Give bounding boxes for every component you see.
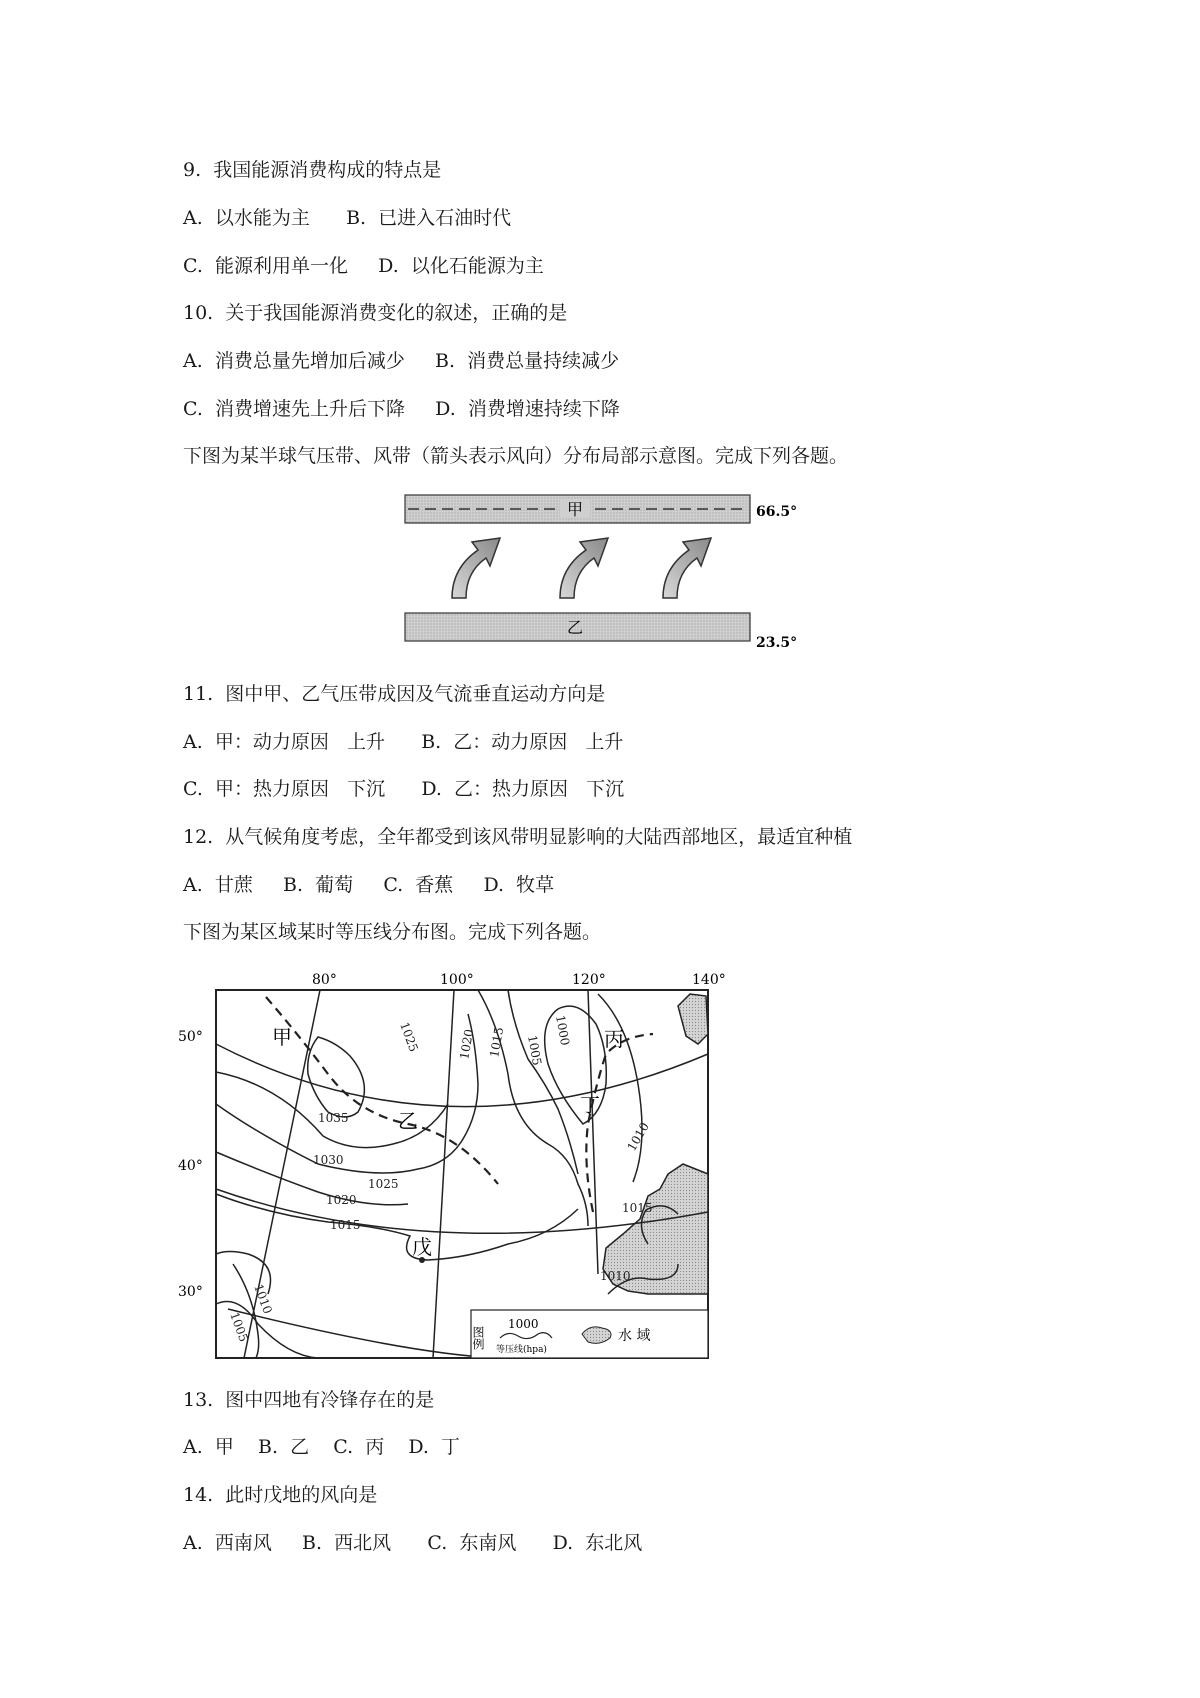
isobar-label: 1010 [624, 1120, 652, 1154]
q12-options: A. 甘蔗 B. 葡萄 C. 香蕉 D. 牧草 [183, 874, 555, 896]
q14-stem: 14. 此时戊地的风向是 [183, 1484, 378, 1506]
isobar-label: 1000 [553, 1014, 573, 1047]
figure2-intro: 下图为某区域某时等压线分布图。完成下列各题。 [183, 921, 602, 943]
q9-stem: 9. 我国能源消费构成的特点是 [183, 159, 442, 181]
isobar-label: 1010 [251, 1282, 275, 1316]
isobar-label: 1015 [622, 1201, 653, 1215]
isobar-label: 1020 [326, 1193, 357, 1207]
q10-stem: 10. 关于我国能源消费变化的叙述，正确的是 [183, 302, 568, 324]
isobar-label: 1005 [525, 1034, 545, 1067]
isobar-label: 1025 [368, 1177, 399, 1191]
legend-value: 1000 [508, 1317, 539, 1331]
lat-23-5: 23.5° [756, 635, 798, 651]
wind-arrow-icon [452, 538, 500, 598]
wind-arrow-icon [560, 538, 608, 598]
legend-water: 水 域 [618, 1328, 651, 1344]
lon-label: 80° [312, 972, 337, 988]
lat-label: 50° [178, 1029, 203, 1045]
isobar-label: 1030 [313, 1153, 344, 1167]
isobar-label: 1015 [330, 1218, 361, 1232]
band-yi-label: 乙 [566, 618, 584, 637]
isobar-label: 1025 [397, 1020, 421, 1054]
q13-stem: 13. 图中四地有冷锋存在的是 [183, 1389, 435, 1411]
map-legend [471, 1310, 708, 1358]
place-bing: 丙 [604, 1027, 624, 1051]
lon-label: 140° [692, 972, 726, 988]
q9-options-ab: A. 以水能为主 B. 已进入石油时代 [183, 207, 512, 229]
lat-label: 40° [178, 1158, 203, 1174]
q10-options-ab: A. 消费总量先增加后减少 B. 消费总量持续减少 [183, 350, 620, 372]
isobar-label: 1035 [318, 1111, 349, 1125]
lat-66-5: 66.5° [756, 504, 798, 520]
isobar-label: 1010 [600, 1269, 631, 1283]
lon-label: 120° [572, 972, 606, 988]
isobar-map [178, 964, 748, 1364]
wind-arrows [452, 538, 711, 598]
isobar-label: 1020 [457, 1028, 477, 1061]
place-ding: 丁 [580, 1093, 600, 1117]
q14-options: A. 西南风 B. 西北风 C. 东南风 D. 东北风 [183, 1532, 643, 1554]
isobar-label: 1015 [487, 1026, 507, 1059]
place-wu: 戊 [412, 1235, 432, 1259]
wind-arrow-icon [663, 538, 711, 598]
place-yi: 乙 [398, 1109, 418, 1133]
place-jia: 甲 [272, 1025, 292, 1049]
pressure-belt-diagram [400, 488, 810, 658]
legend-isobar: 等压线(hpa) [496, 1345, 547, 1355]
q10-options-cd: C. 消费增速先上升后下降 D. 消费增速持续下降 [183, 398, 620, 420]
band-jia-label: 甲 [566, 500, 584, 519]
legend-title: 图例 [471, 1326, 485, 1350]
lon-label: 100° [440, 972, 474, 988]
q9-options-cd: C. 能源利用单一化 D. 以化石能源为主 [183, 255, 544, 277]
q11-stem: 11. 图中甲、乙气压带成因及气流垂直运动方向是 [183, 683, 606, 705]
q11-options-ab: A. 甲：动力原因 上升 B. 乙：动力原因 上升 [183, 731, 624, 753]
figure1-intro: 下图为某半球气压带、风带（箭头表示风向）分布局部示意图。完成下列各题。 [183, 445, 849, 467]
q12-stem: 12. 从气候角度考虑，全年都受到该风带明显影响的大陆西部地区，最适宜种植 [183, 826, 853, 848]
isobar-label: 1005 [227, 1310, 251, 1344]
q13-options: A. 甲 B. 乙 C. 丙 D. 丁 [183, 1436, 461, 1458]
q11-options-cd: C. 甲：热力原因 下沉 D. 乙：热力原因 下沉 [183, 778, 625, 800]
lat-label: 30° [178, 1284, 203, 1300]
